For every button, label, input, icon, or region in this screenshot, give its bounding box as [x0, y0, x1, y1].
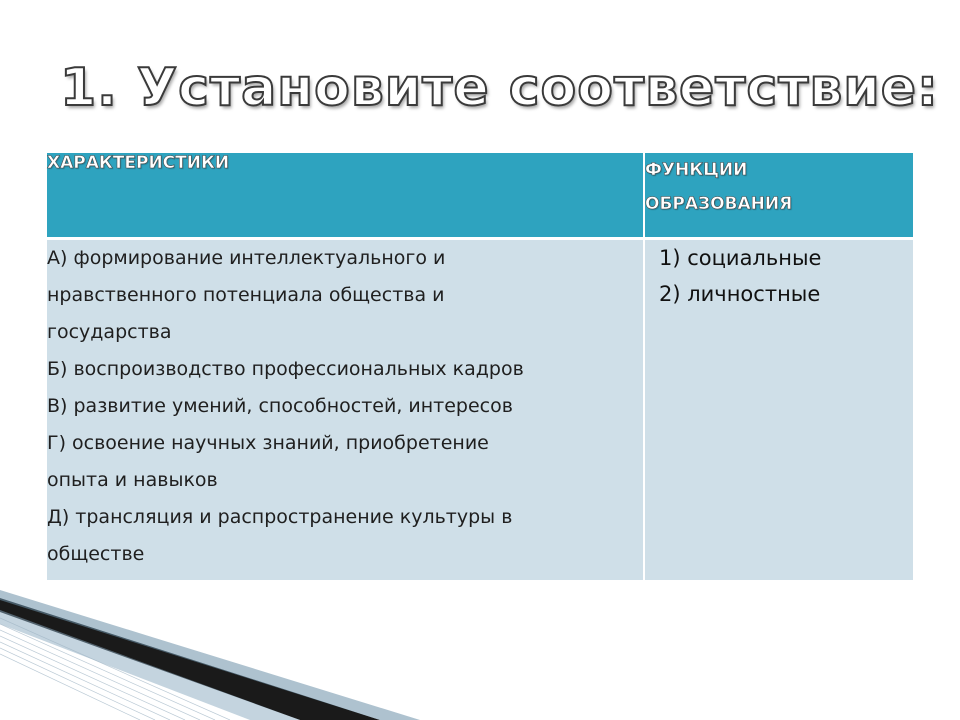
header-functions-line2: ОБРАЗОВАНИЯ [645, 194, 793, 214]
characteristics-cell [47, 239, 644, 581]
table-body-row [47, 239, 913, 581]
characteristic-line: Б) воспроизводство профессиональных кадров [47, 358, 524, 380]
characteristic-line: А) формирование интеллектуального и [47, 247, 446, 269]
characteristic-line: Д) трансляция и распространение культуры в [47, 506, 513, 528]
characteristic-line: обществе [47, 543, 145, 565]
slide-title: 1. Установите соответствие: [60, 58, 939, 118]
decorative-swoosh [0, 590, 960, 720]
header-characteristics-label: ХАРАКТЕРИСТИКИ [47, 153, 230, 173]
function-item: 1) социальные [659, 246, 822, 270]
characteristic-line: Г) освоение научных знаний, приобретение [47, 432, 489, 454]
header-characteristics [47, 153, 644, 239]
header-functions [644, 153, 913, 239]
matching-table [47, 153, 913, 580]
header-functions-line1: ФУНКЦИИ [645, 160, 748, 180]
functions-cell [644, 239, 913, 581]
table-header-row [47, 153, 913, 239]
characteristic-line: В) развитие умений, способностей, интересов [47, 395, 513, 417]
characteristic-line: государства [47, 321, 172, 343]
characteristic-line: нравственного потенциала общества и [47, 284, 445, 306]
characteristic-line: опыта и навыков [47, 469, 218, 491]
swoosh-blue-band [0, 610, 300, 720]
function-item: 2) личностные [659, 282, 821, 306]
